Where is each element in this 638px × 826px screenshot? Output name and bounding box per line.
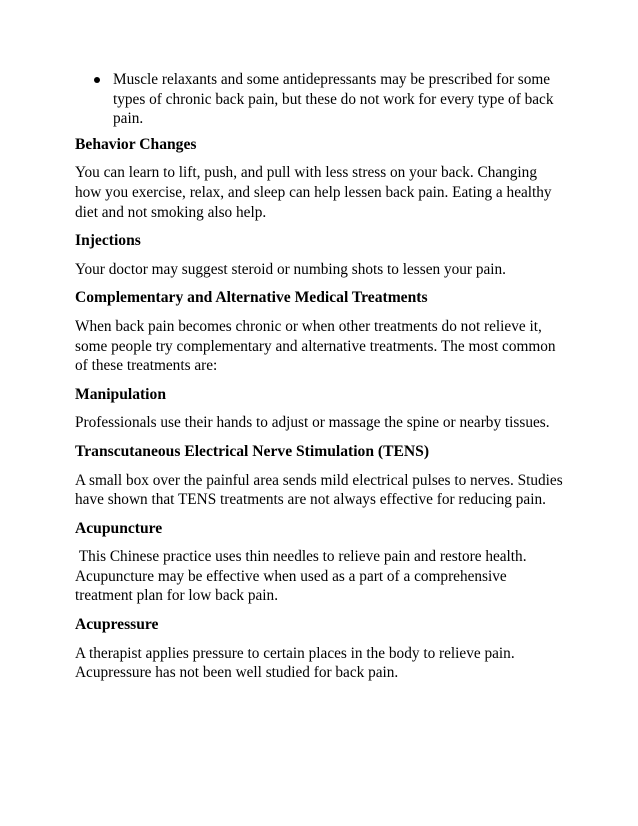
section-heading: Manipulation xyxy=(75,385,166,403)
section-body: Your doctor may suggest steroid or numbing shots to lessen your pain. xyxy=(75,260,506,278)
section-heading: Transcutaneous Electrical Nerve Stimulation (TENS) xyxy=(75,442,430,460)
section-manipulation xyxy=(75,385,565,433)
bullet-icon xyxy=(94,77,100,83)
section-body: A small box over the painful area sends mild electrical pulses to nerves. Studies have shown that TENS treatments are not always effective for reducing pain. xyxy=(75,471,563,509)
section-body: A therapist applies pressure to certain places in the body to relieve pain. Acupressure has not been well studied for back pain. xyxy=(75,644,515,682)
section-complementary-alternative xyxy=(75,288,565,375)
section-heading: Acupuncture xyxy=(75,519,163,537)
section-body: Professionals use their hands to adjust or massage the spine or nearby tissues. xyxy=(75,414,550,432)
bullet-text: Muscle relaxants and some antidepressants may be prescribed for some types of chronic back pain, but these do not work for every type of back pain. xyxy=(113,71,554,128)
section-heading: Injections xyxy=(75,232,141,250)
section-acupuncture xyxy=(75,519,565,606)
section-body: You can learn to lift, push, and pull with less stress on your back. Changing how you exercise, relax, and sleep can help lessen back pain. Eating a healthy diet and not smoking also help. xyxy=(75,164,552,221)
section-injections xyxy=(75,231,565,279)
section-heading: Behavior Changes xyxy=(75,135,197,153)
section-behavior-changes xyxy=(75,135,565,222)
section-acupressure xyxy=(75,615,565,683)
section-tens xyxy=(75,442,565,510)
bullet-list xyxy=(75,70,565,129)
document-page xyxy=(75,70,565,692)
section-body: This Chinese practice uses thin needles to relieve pain and restore health. Acupuncture may be effective when used as a part of a comprehensive treatment plan for low back pain. xyxy=(75,548,530,605)
list-item xyxy=(75,70,565,129)
section-heading: Complementary and Alternative Medical Treatments xyxy=(75,289,428,307)
section-body: When back pain becomes chronic or when other treatments do not relieve it, some people try complementary and alternative treatments. The most common of these treatments are: xyxy=(75,317,556,375)
section-heading: Acupressure xyxy=(75,616,159,634)
